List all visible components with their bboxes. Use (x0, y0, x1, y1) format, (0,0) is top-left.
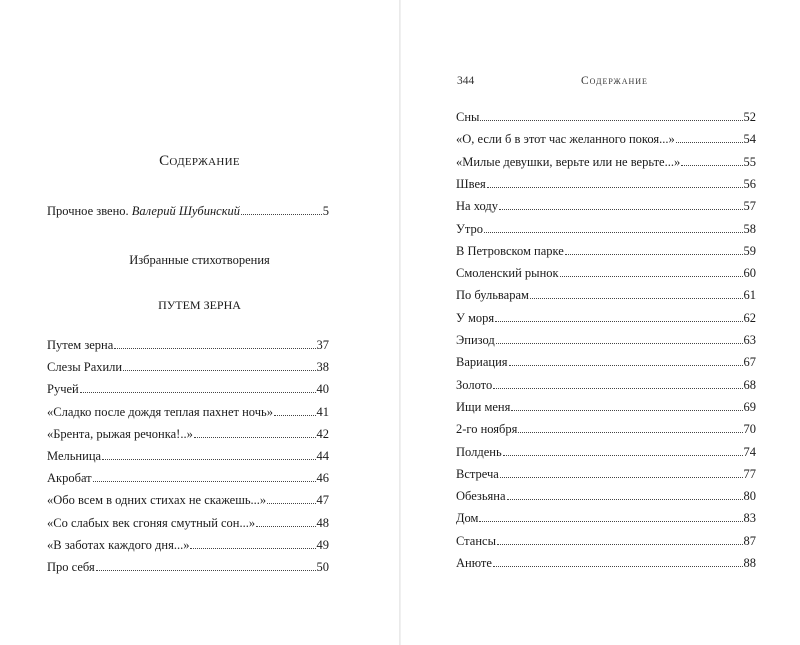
toc-entry-page: 47 (316, 493, 329, 508)
toc-entry-page: 49 (316, 537, 329, 552)
toc-entry-page: 80 (743, 489, 756, 504)
toc-entry-title: На ходу (456, 199, 498, 214)
leader-dots (500, 466, 743, 478)
leader-dots (530, 287, 743, 299)
toc-entry (47, 515, 329, 531)
toc-entry (456, 399, 756, 415)
leader-dots (96, 559, 316, 571)
leader-dots (190, 537, 315, 549)
toc-entry (456, 510, 756, 526)
toc-entry-title: Швея (456, 176, 486, 191)
toc-entry (456, 109, 756, 125)
toc-entry (456, 221, 756, 237)
subsection-title: ПУТЕМ ЗЕРНА (158, 298, 241, 312)
toc-entry (456, 265, 756, 281)
leader-dots (676, 131, 743, 143)
section-title: Избранные стихотворения (129, 253, 270, 267)
toc-entry (47, 359, 329, 375)
toc-entry (456, 466, 756, 482)
toc-entry (456, 332, 756, 348)
intro-author: Валерий Шубинский (131, 204, 241, 218)
toc-entry-page: 67 (743, 355, 756, 370)
toc-entry-page: 70 (743, 422, 756, 437)
toc-entry-title: Акробат (47, 471, 92, 486)
toc-entry (47, 426, 329, 442)
toc-entry (47, 559, 329, 575)
toc-entry-page: 38 (316, 360, 329, 375)
leader-dots (267, 492, 315, 504)
toc-entry (456, 287, 756, 303)
toc-entry-title: «В заботах каждого дня...» (47, 537, 190, 552)
toc-entry (47, 448, 329, 464)
toc-entry-page: 62 (743, 310, 756, 325)
leader-dots (93, 470, 316, 482)
toc-entry-title: В Петровском парке (456, 243, 564, 258)
intro-entry (47, 203, 329, 219)
toc-entry-page: 48 (316, 515, 329, 530)
leader-dots (487, 176, 743, 188)
right-page (401, 0, 800, 645)
toc-entry (456, 444, 756, 460)
leader-dots (480, 109, 742, 121)
toc-entry-title: Анюте (456, 556, 492, 570)
leader-dots (560, 265, 743, 277)
toc-entry-title: «Сладко после дождя теплая пахнет ночь» (47, 404, 273, 419)
intro-title: Прочное звено. (47, 204, 132, 218)
intro-entry-page: 5 (322, 204, 329, 218)
toc-entry-title: У моря (456, 310, 495, 325)
leader-dots (499, 198, 743, 210)
toc-entry (47, 404, 329, 420)
leader-dots (518, 421, 742, 433)
toc-entry (456, 377, 756, 393)
leader-dots (495, 310, 742, 322)
toc-entry-title: Слезы Рахили (47, 360, 123, 375)
toc-entry-title: 2-го ноября (456, 422, 518, 437)
toc-entry-page: 74 (743, 444, 756, 459)
toc-entry-page: 52 (743, 110, 756, 124)
toc-entry-title: Ищи меня (456, 399, 511, 414)
toc-entry (47, 537, 329, 553)
running-head: Содержание (581, 75, 648, 87)
leader-dots (493, 377, 742, 389)
toc-entry-page: 50 (316, 560, 329, 574)
toc-entry (456, 243, 756, 259)
toc-entry-page: 58 (743, 221, 756, 236)
toc-entry (456, 176, 756, 192)
toc-entry-title: Обезьяна (456, 489, 506, 504)
toc-entry (47, 492, 329, 508)
leader-dots (479, 510, 742, 522)
toc-entry-page: 60 (743, 266, 756, 281)
leader-dots (194, 426, 316, 438)
intro-entry-title (47, 204, 240, 219)
leader-dots (681, 154, 742, 166)
toc-entry-page: 42 (316, 426, 329, 441)
leader-dots (256, 515, 315, 527)
toc-entry-title: Золото (456, 377, 493, 392)
toc-entry-title: «О, если б в этот час желанного покоя...» (456, 132, 675, 147)
toc-entry-title: Про себя (47, 560, 95, 574)
contents-heading: Содержание (159, 153, 240, 169)
page-number: 344 (457, 75, 475, 87)
leader-dots (80, 381, 316, 393)
toc-entry-title: Эпизод (456, 333, 495, 347)
toc-entry (47, 337, 329, 353)
toc-entry-page: 77 (743, 466, 756, 481)
toc-entry (47, 470, 329, 486)
toc-entry-title: «Милые девушки, верьте или не верьте...» (456, 154, 681, 169)
toc-entry (456, 488, 756, 504)
leader-dots (241, 203, 322, 215)
toc-entry-title: Мельница (47, 449, 102, 463)
toc-entry-title: Полдень (456, 444, 502, 459)
toc-entry-page: 46 (316, 471, 329, 486)
toc-entry (456, 198, 756, 214)
toc-entry-page: 56 (743, 176, 756, 191)
leader-dots (102, 448, 315, 460)
leader-dots (503, 444, 743, 456)
toc-entry-title: Ручей (47, 382, 79, 397)
toc-entry-page: 54 (743, 132, 756, 147)
toc-entry (456, 310, 756, 326)
toc-entry-title: Смоленский рынок (456, 266, 559, 281)
leader-dots (123, 359, 315, 371)
toc-entry-title: «Брента, рыжая речонка!..» (47, 426, 193, 441)
toc-entry-title: «Обо всем в одних стихах не скажешь...» (47, 493, 267, 508)
toc-entry-page: 37 (316, 338, 329, 352)
toc-entry-title: Стансы (456, 533, 496, 548)
toc-entry-title: Вариация (456, 355, 508, 370)
toc-entry (456, 154, 756, 170)
toc-entry-title: Дом (456, 511, 479, 526)
toc-entry-page: 55 (743, 154, 756, 169)
leader-dots (509, 354, 743, 366)
toc-entry (456, 421, 756, 437)
toc-entry-page: 44 (316, 449, 329, 463)
toc-entry-page: 69 (743, 399, 756, 414)
toc-entry (456, 354, 756, 370)
toc-entry-title: Путем зерна (47, 338, 114, 352)
toc-entry-page: 41 (316, 404, 329, 419)
leader-dots (114, 337, 315, 349)
toc-entry-title: Сны (456, 110, 480, 124)
toc-entry-title: Утро (456, 221, 483, 236)
toc-entry-page: 87 (743, 533, 756, 548)
leader-dots (493, 555, 743, 567)
toc-entry (456, 533, 756, 549)
leader-dots (484, 221, 743, 233)
leader-dots (274, 404, 316, 416)
left-page (0, 0, 399, 645)
leader-dots (496, 332, 743, 344)
leader-dots (497, 533, 743, 545)
leader-dots (565, 243, 743, 255)
toc-entry-page: 57 (743, 199, 756, 214)
leader-dots (511, 399, 742, 411)
toc-entry-page: 63 (743, 333, 756, 347)
toc-entry (47, 381, 329, 397)
toc-entry-page: 59 (743, 243, 756, 258)
toc-entry (456, 555, 756, 571)
toc-entry-title: Встреча (456, 466, 499, 481)
toc-entry-page: 83 (743, 511, 756, 526)
toc-entry (456, 131, 756, 147)
toc-entry-page: 88 (743, 556, 756, 570)
toc-entry-title: «Со слабых век сгоняя смутный сон...» (47, 515, 256, 530)
toc-entry-page: 61 (743, 288, 756, 303)
leader-dots (507, 488, 743, 500)
toc-entry-page: 68 (743, 377, 756, 392)
toc-entry-title: По бульварам (456, 288, 529, 303)
toc-entry-page: 40 (316, 382, 329, 397)
